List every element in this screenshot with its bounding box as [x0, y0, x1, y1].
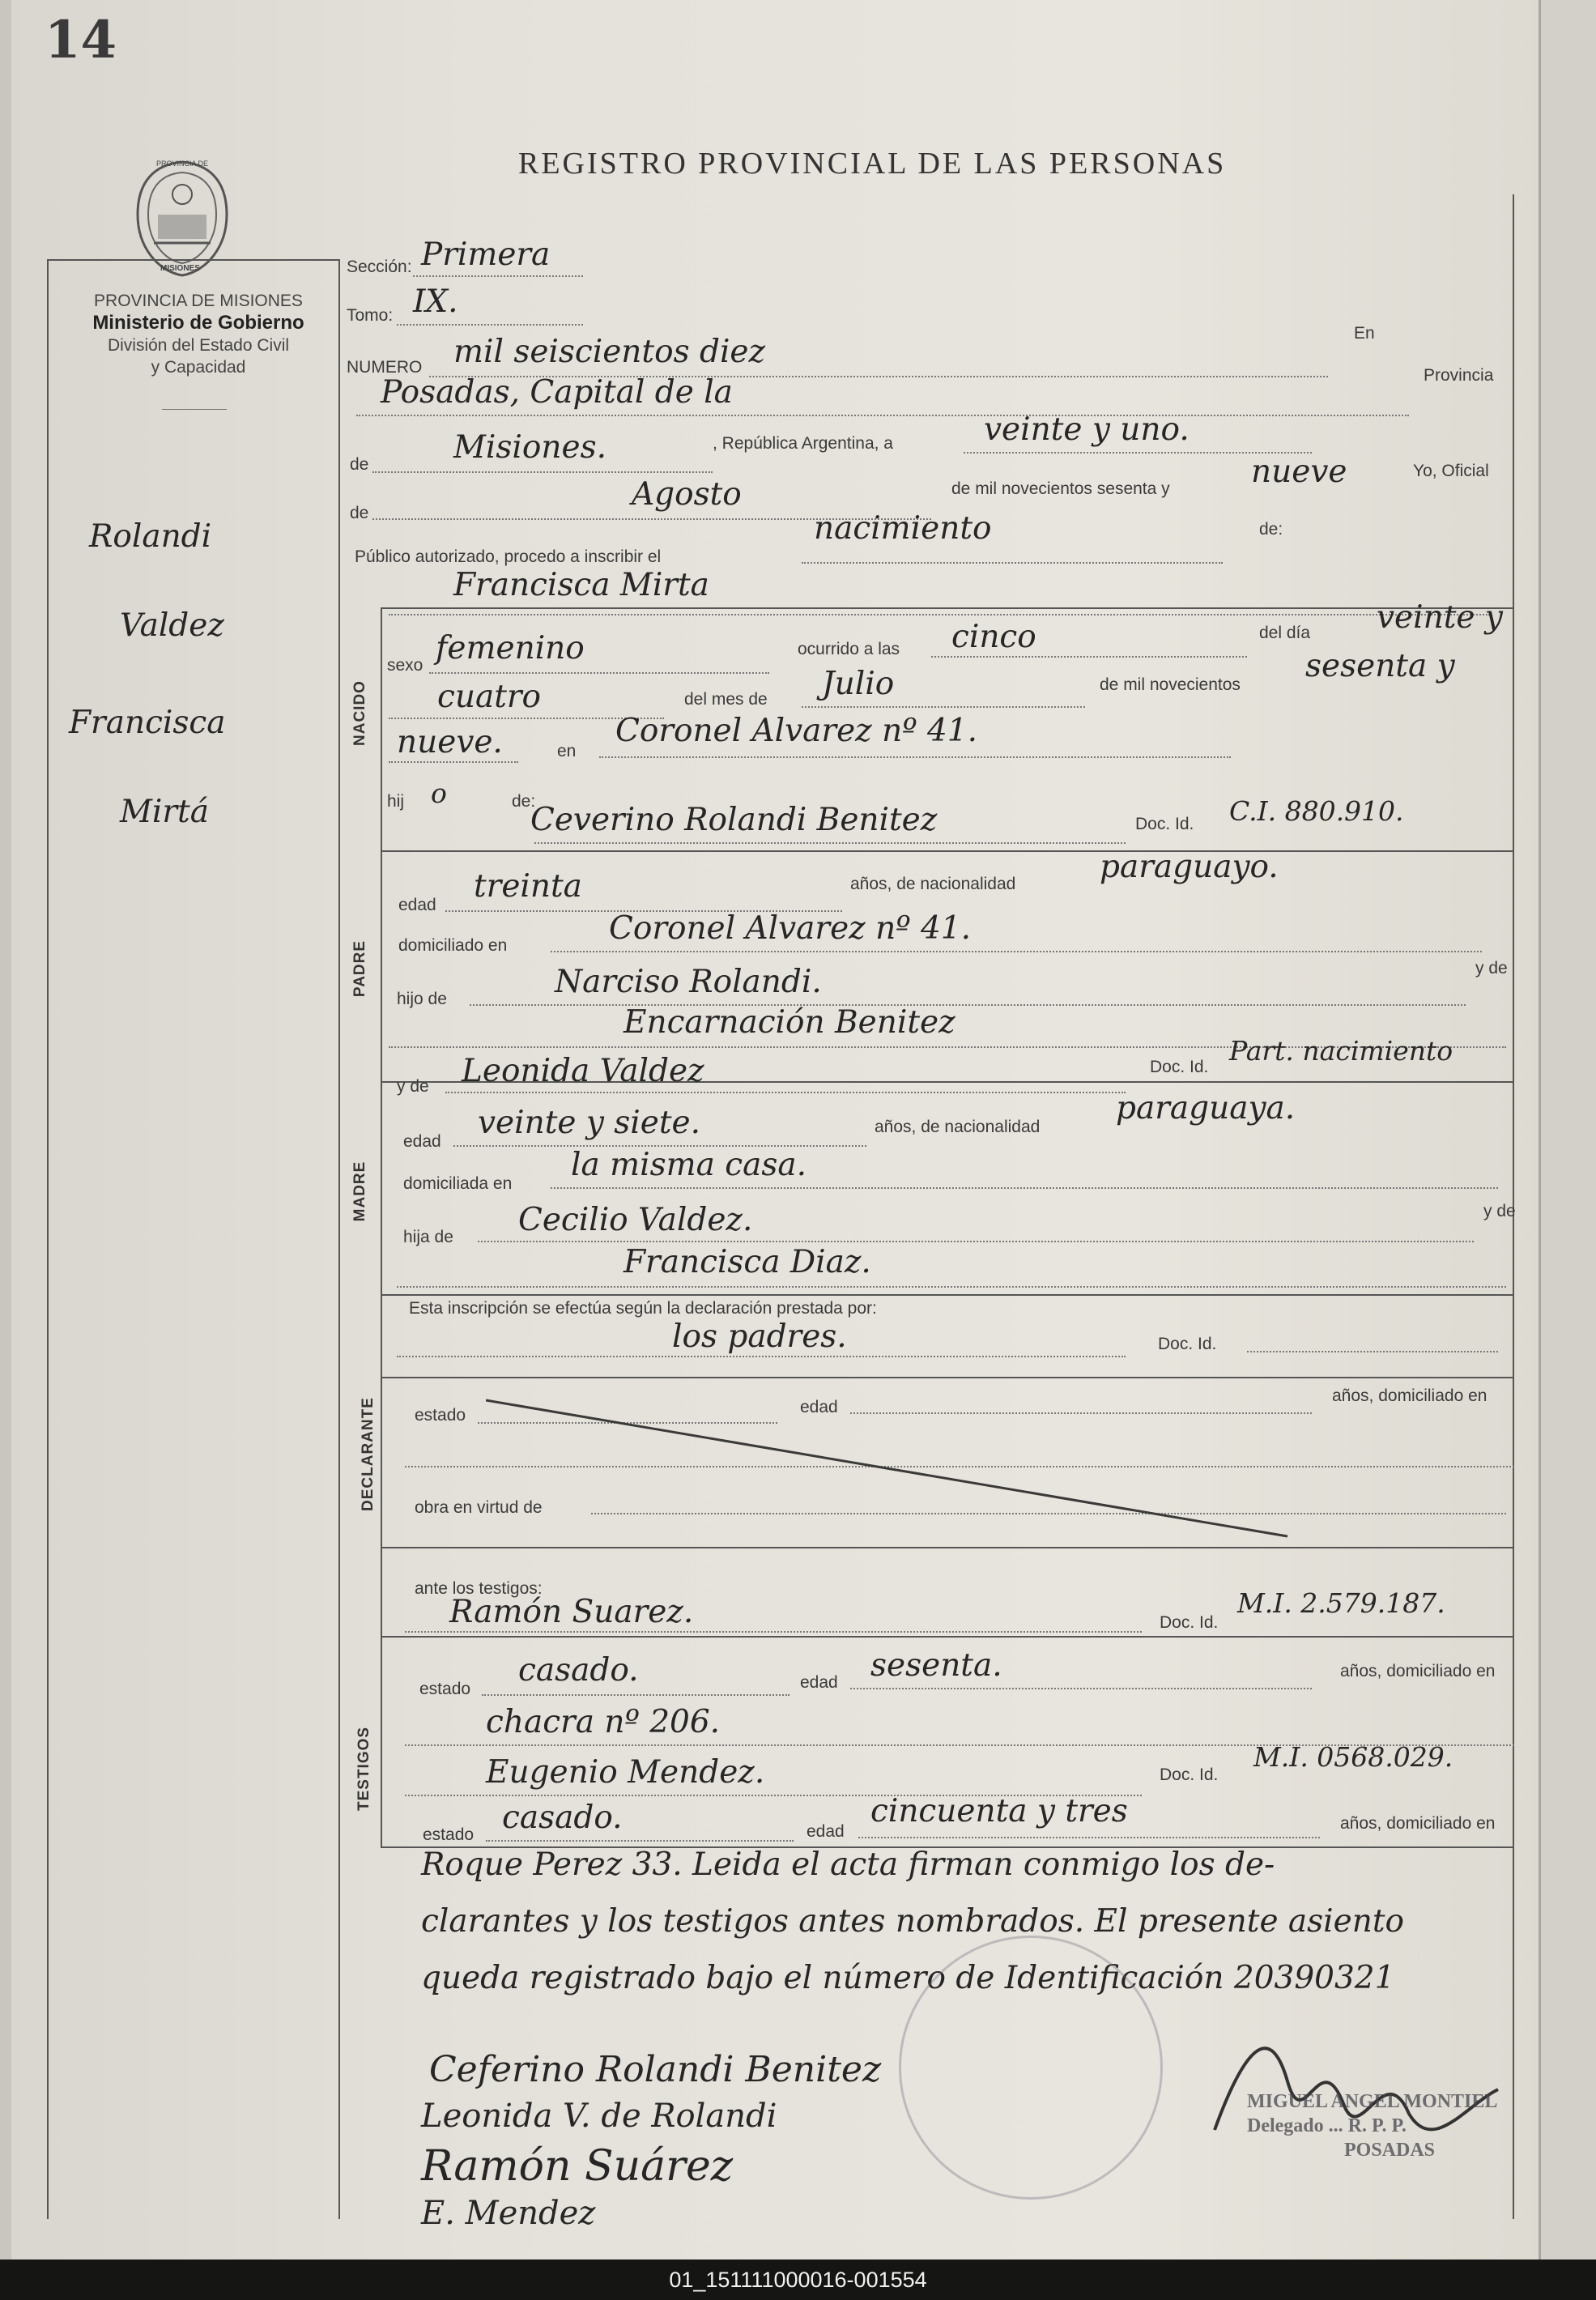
value-madre-padre: Cecilio Valdez. — [518, 1202, 753, 1238]
value-provincia: Misiones. — [453, 429, 606, 466]
value-tomo: IX. — [413, 283, 458, 320]
fill-line — [599, 756, 1231, 758]
fill-line — [551, 951, 1482, 952]
value-padre-nombre: Ceverino Rolandi Benitez — [530, 802, 938, 838]
cancel-stroke — [486, 1397, 1296, 1543]
label-y-de: y de — [1483, 1202, 1516, 1220]
value-anio-nac-2: nueve. — [397, 724, 503, 760]
signature: Leonida V. de Rolandi — [421, 2098, 777, 2135]
official-name-stamp — [1247, 2089, 1522, 2179]
value-madre-doc: Part. nacimiento — [1229, 1035, 1453, 1067]
fill-line — [478, 1241, 1474, 1242]
value-testigo1-doc: M.I. 2.579.187. — [1237, 1587, 1445, 1619]
fill-line — [429, 672, 769, 674]
label-doc-id: Doc. Id. — [1150, 1058, 1209, 1076]
label-inscripcion: Esta inscripción se efectúa según la declaración prestada por: — [409, 1299, 877, 1318]
label-ocurrido: ocurrido a las — [798, 640, 900, 658]
label-estado: estado — [415, 1406, 466, 1425]
signature: Ramón Suárez — [421, 2142, 734, 2191]
label-edad: edad — [807, 1822, 845, 1841]
value-padre-edad: treinta — [474, 868, 582, 905]
label-edad: edad — [800, 1398, 838, 1416]
label-numero: NUMERO — [347, 358, 423, 377]
section-divider — [381, 1547, 1514, 1548]
value-tipo: nacimiento — [814, 510, 992, 547]
label-de-mil-novecientos: de mil novecientos — [1100, 675, 1241, 694]
label-del-dia: del día — [1259, 624, 1311, 642]
fill-line — [486, 1840, 794, 1842]
value-padre-madre: Encarnación Benitez — [624, 1004, 955, 1041]
label-domiciliada-en: domiciliada en — [403, 1174, 513, 1193]
label-anos-dom: años, domiciliado en — [1332, 1386, 1487, 1405]
label-doc-id: Doc. Id. — [1160, 1765, 1219, 1784]
label-anos-dom: años, domiciliado en — [1340, 1662, 1496, 1680]
value-dia: veinte y uno. — [984, 411, 1190, 448]
value-testigo1-edad: sesenta. — [870, 1647, 1002, 1684]
image-filename-footer: 01_151111000016-001554 — [0, 2260, 1596, 2300]
fill-line — [850, 1688, 1312, 1689]
fill-line — [1247, 1351, 1498, 1352]
section-label-testigos: TESTIGOS — [355, 1726, 372, 1811]
page-number: 14 — [45, 10, 117, 70]
closing-line-3: queda registrado bajo el número de Identificación 20390321 — [421, 1960, 1395, 1996]
fill-line — [397, 1286, 1506, 1288]
value-testigo2-doc: M.I. 0568.029. — [1253, 1741, 1453, 1773]
office-line-2: Ministerio de Gobierno — [92, 312, 304, 334]
official-stamp-line-1: MIGUEL ANGEL MONTIEL — [1247, 2091, 1498, 2112]
label-hija-de: hija de — [403, 1228, 453, 1246]
label-yo-oficial: Yo, Oficial — [1413, 462, 1489, 480]
label-doc-id: Doc. Id. — [1158, 1335, 1217, 1353]
label-obra: obra en virtud de — [415, 1498, 543, 1517]
value-testigo2-edad: cincuenta y tres — [870, 1793, 1128, 1829]
value-padre-domicilio: Coronel Alvarez nº 41. — [609, 910, 971, 947]
margin-note: Valdez — [120, 607, 224, 644]
label-estado: estado — [423, 1825, 475, 1844]
label-anos-dom: años, domiciliado en — [1340, 1814, 1496, 1833]
section-label-declarante: DECLARANTE — [360, 1397, 377, 1511]
adjacent-page-edge — [1539, 0, 1596, 2260]
crest-top-text: PROVINCIA DE — [156, 160, 209, 168]
label-provincia: Provincia — [1424, 366, 1494, 385]
fill-line — [397, 1356, 1126, 1357]
binding-edge — [0, 0, 11, 2260]
label-hijo-de: hijo de — [397, 990, 447, 1008]
fill-line — [413, 275, 583, 277]
office-line-4: y Capacidad — [151, 358, 246, 377]
label-de-colon: de: — [1259, 520, 1283, 539]
body-left-line — [338, 259, 340, 2219]
label-publico: Público autorizado, procedo a inscribir el — [355, 547, 662, 566]
label-edad: edad — [800, 1673, 838, 1692]
fill-line — [372, 471, 713, 473]
left-margin-line — [47, 259, 49, 2219]
office-line-1: PROVINCIA DE MISIONES — [94, 292, 303, 310]
section-label-nacido: NACIDO — [351, 680, 368, 746]
value-nombre: Francisca Mirta — [453, 567, 709, 603]
label-hijo: hij — [387, 792, 405, 811]
official-stamp-line-3: POSADAS — [1344, 2140, 1436, 2161]
value-hora: cinco — [951, 619, 1036, 655]
signature: E. Mendez — [421, 2195, 596, 2232]
label-seccion: Sección: — [347, 258, 412, 276]
value-dia-nac: veinte y — [1377, 599, 1503, 636]
value-padre-doc: C.I. 880.910. — [1229, 795, 1404, 827]
label-de: de — [350, 504, 369, 522]
signature: Ceferino Rolandi Benitez — [429, 2049, 882, 2090]
value-padre-padre: Narciso Rolandi. — [555, 964, 822, 1000]
section-divider — [381, 1636, 1514, 1638]
fill-line — [470, 1004, 1466, 1006]
value-hijo-suffix: o — [431, 777, 447, 809]
fill-line — [389, 761, 518, 763]
round-official-stamp — [899, 1936, 1163, 2200]
label-doc-id: Doc. Id. — [1135, 815, 1194, 833]
fill-line — [405, 1631, 1142, 1633]
margin-note: Rolandi — [89, 518, 212, 555]
fill-line — [534, 842, 1126, 844]
fill-line — [858, 1837, 1320, 1838]
value-lugar: Posadas, Capital de la — [381, 374, 733, 411]
label-del-mes: del mes de — [684, 690, 768, 709]
value-lugar-nac: Coronel Alvarez nº 41. — [615, 713, 977, 749]
office-underline — [162, 409, 227, 410]
value-mes: Agosto — [632, 476, 742, 513]
section-divider — [381, 607, 1514, 609]
label-republica: , República Argentina, a — [713, 434, 893, 453]
document-title: REGISTRO PROVINCIAL DE LAS PERSONAS — [518, 147, 1227, 181]
value-mes-nac: Julio — [822, 666, 895, 702]
section-label-padre: PADRE — [351, 939, 368, 998]
fill-line — [356, 415, 1409, 416]
provincia-de-misiones-crest — [130, 158, 235, 279]
value-madre-nombre: Leonida Valdez — [462, 1053, 704, 1089]
value-madre-madre: Francisca Diaz. — [624, 1244, 871, 1280]
section-label-madre: MADRE — [351, 1161, 368, 1222]
section-divider — [381, 1377, 1514, 1378]
value-anio-nac: sesenta y — [1305, 648, 1455, 684]
fill-line — [931, 656, 1247, 658]
label-en-lower: en — [557, 742, 577, 760]
label-sexo: sexo — [387, 656, 423, 675]
label-edad: edad — [398, 896, 436, 914]
value-numero: mil seiscientos diez — [453, 334, 766, 370]
label-y-de: y de — [397, 1077, 429, 1096]
label-domiciliado-en: domiciliado en — [398, 936, 508, 955]
fill-line — [802, 562, 1223, 564]
value-madre-domicilio: la misma casa. — [571, 1147, 807, 1183]
label-estado: estado — [419, 1680, 471, 1698]
section-bracket — [381, 1636, 382, 1846]
label-tomo: Tomo: — [347, 306, 394, 325]
label-de-nac: de: — [512, 792, 536, 811]
value-testigo2-estado: casado. — [502, 1800, 623, 1836]
office-header — [61, 290, 336, 378]
fill-line — [397, 324, 583, 326]
label-ante-testigos: ante los testigos: — [415, 1579, 543, 1598]
value-declarantes: los padres. — [672, 1318, 847, 1355]
value-padre-nacionalidad: paraguayo. — [1100, 849, 1279, 885]
value-testigo1-estado: casado. — [518, 1652, 639, 1689]
label-anos-nac: años, de nacionalidad — [850, 875, 1016, 893]
label-de-mil-sesenta: de mil novecientos sesenta y — [951, 479, 1170, 498]
value-testigo1-nombre: Ramón Suarez. — [449, 1594, 694, 1630]
value-anio: nueve — [1251, 454, 1347, 490]
value-seccion: Primera — [421, 236, 551, 273]
label-y-de: y de — [1475, 959, 1508, 978]
closing-line-2: clarantes y los testigos antes nombrados. El presente asiento — [421, 1903, 1405, 1940]
label-doc-id: Doc. Id. — [1160, 1613, 1219, 1632]
crest-bottom-text: MISIONES — [160, 264, 200, 273]
value-madre-nacionalidad: paraguaya. — [1116, 1090, 1296, 1127]
value-dia-nac-2: cuatro — [437, 679, 542, 715]
fill-line — [445, 1092, 1126, 1093]
label-en: En — [1354, 324, 1375, 343]
value-testigo1-domicilio: chacra nº 206. — [486, 1704, 721, 1740]
margin-note: Francisca — [69, 705, 226, 741]
fill-line — [389, 614, 1490, 615]
value-madre-edad: veinte y siete. — [478, 1105, 700, 1141]
section-divider — [381, 1294, 1514, 1296]
fill-line — [482, 1694, 789, 1696]
section-divider — [381, 850, 1514, 852]
label-edad: edad — [403, 1132, 441, 1151]
label-anos-nac: años, de nacionalidad — [875, 1118, 1041, 1136]
value-testigo2-nombre: Eugenio Mendez. — [486, 1754, 765, 1791]
official-stamp-line-2: Delegado ... R. P. P. — [1247, 2115, 1407, 2136]
fill-line — [551, 1187, 1498, 1189]
office-line-3: División del Estado Civil — [107, 336, 290, 355]
margin-note: Mirtá — [120, 794, 209, 830]
value-sexo: femenino — [436, 630, 585, 667]
closing-line-1: Roque Perez 33. Leida el acta firman conmigo los de- — [421, 1846, 1275, 1883]
top-frame-line — [47, 259, 338, 261]
fill-line — [802, 706, 1085, 708]
label-de: de — [350, 455, 369, 474]
section-bracket — [381, 607, 382, 1636]
